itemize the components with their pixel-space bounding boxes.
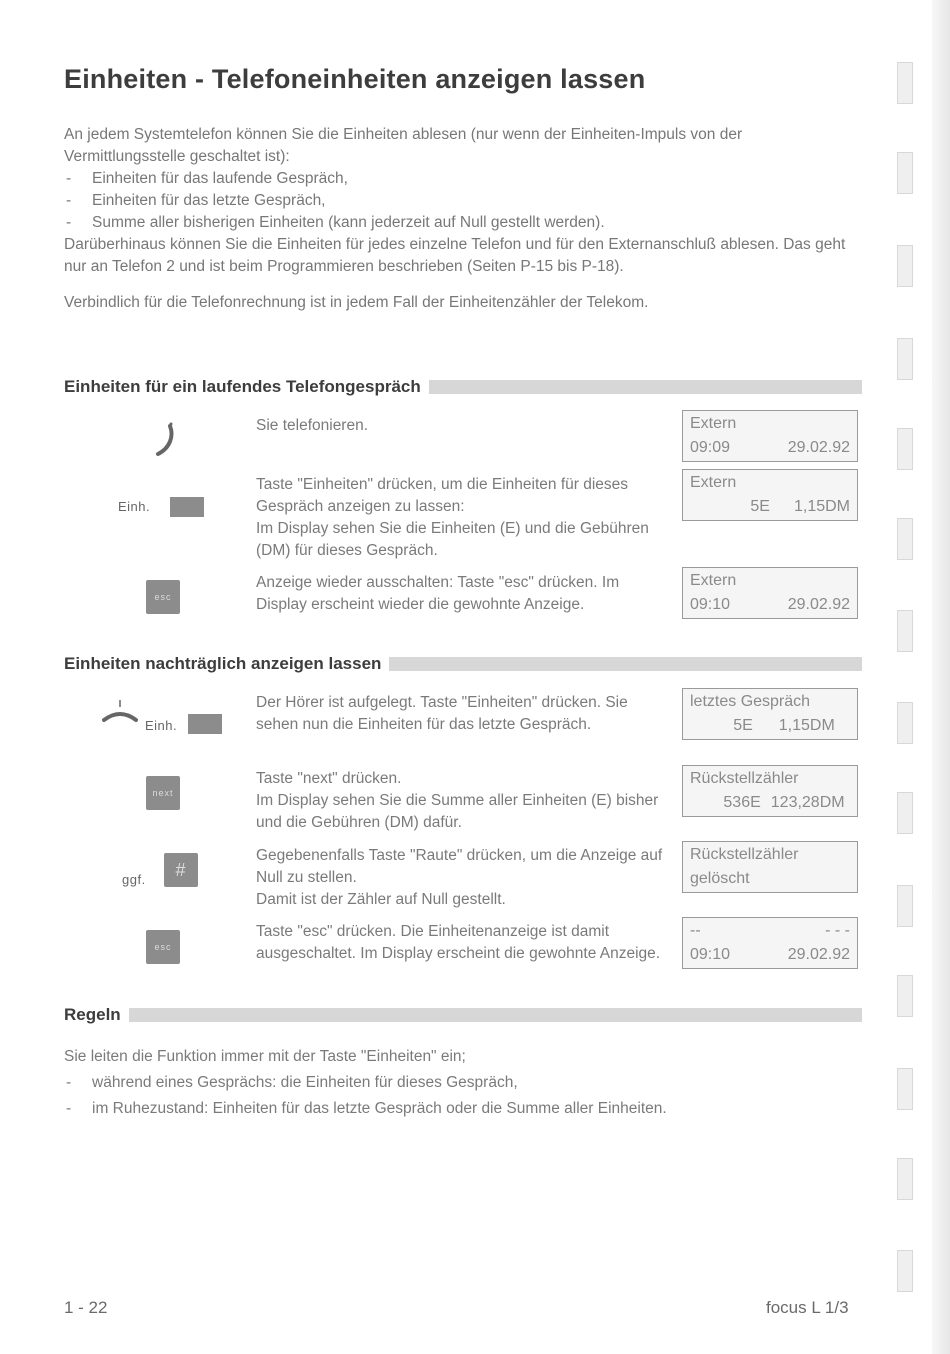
register-tab (897, 792, 913, 834)
rules-text: Sie leiten die Funktion immer mit der Taste "Einheiten" ein; - während eines Gesprächs: die Einheiten für dieses Gespräch, - im Ruhezustand: Einheiten für das letzte Gespräch oder die Summe aller Einheiten. (64, 1044, 764, 1120)
register-tab (897, 885, 913, 927)
esc-key[interactable]: esc (146, 930, 180, 964)
handset-lifted-icon (150, 420, 180, 465)
units-key[interactable] (188, 714, 222, 734)
phone-display: letztes Gespräch 5E 1,15DM (682, 688, 858, 740)
intro-list-item: - Summe aller bisherigen Einheiten (kann jederzeit auf Null gestellt werden). (64, 212, 864, 234)
intro-paragraph-1: An jedem Systemtelefon können Sie die Einheiten ablesen (nur wenn der Einheiten-Impuls von der Vermittlungsstelle geschaltet ist): (64, 126, 743, 165)
phone-display: Extern 5E 1,15DM (682, 469, 858, 521)
register-tab (897, 1250, 913, 1292)
step-text: Anzeige wieder ausschalten: Taste "esc" drücken. Im Display erscheint wieder die gewohnte Anzeige. (256, 574, 620, 613)
phone-display: Extern 09:10 29.02.92 (682, 567, 858, 619)
phone-display: Rückstellzähler gelöscht (682, 841, 858, 893)
intro-text (64, 124, 864, 314)
step-text: Der Hörer ist aufgelegt. Taste "Einheiten" drücken. Sie sehen nun die Einheiten für das letzte Gespräch. (256, 694, 628, 733)
step-text: Sie telefonieren. (256, 417, 369, 434)
register-tab (897, 152, 913, 194)
page-title: Einheiten - Telefoneinheiten anzeigen lassen (64, 64, 646, 94)
step-text: Taste "Einheiten" drücken, um die Einheiten für dieses Gespräch anzeigen zu lassen: Im Display sehen Sie die Einheiten (E) und die Gebühren (DM) für dieses Gespräch. (256, 476, 649, 559)
register-tab (897, 702, 913, 744)
phone-display: Rückstellzähler 536E 123,28DM (682, 765, 858, 817)
register-tab (897, 428, 913, 470)
register-tab (897, 1068, 913, 1110)
section-heading-label: Regeln (64, 1005, 121, 1024)
step-text: Gegebenenfalls Taste "Raute" drücken, um die Anzeige auf Null zu stellen. Damit ist der Zähler auf Null gestellt. (256, 847, 663, 908)
intro-list-item: - Einheiten für das letzte Gespräch, (64, 190, 864, 212)
handset-onhook-icon (100, 698, 140, 733)
product-name: focus L 1/3 (766, 1298, 849, 1317)
intro-list-item: - Einheiten für das laufende Gespräch, (64, 168, 864, 190)
section-heading-later (64, 653, 862, 675)
section-heading-bar (429, 380, 862, 394)
register-tab (897, 975, 913, 1017)
step-text: Taste "next" drücken. Im Display sehen Sie die Summe aller Einheiten (E) bisher und die Gebühren (DM) dafür. (256, 770, 659, 831)
esc-key[interactable]: esc (146, 580, 180, 614)
register-tab (897, 610, 913, 652)
rules-list-item: - während eines Gesprächs: die Einheiten für dieses Gespräch, (64, 1070, 764, 1096)
page-number: 1 - 22 (64, 1298, 108, 1317)
section-heading-label: Einheiten nachträglich anzeigen lassen (64, 654, 382, 673)
register-tab (897, 1158, 913, 1200)
hash-key[interactable]: # (164, 853, 198, 887)
page-edge (932, 0, 950, 1354)
intro-paragraph-2: Darüberhinaus können Sie die Einheiten für jedes einzelne Telefon und für den Externanschluß ablesen. Das geht nur an Telefon 2 und ist beim Programmieren beschrieben (Seiten P-15 bis P-18). (64, 236, 846, 275)
register-tab (897, 338, 913, 380)
phone-display: -- - - - 09:10 29.02.92 (682, 917, 858, 969)
key-prefix-label: Einh. (118, 499, 151, 514)
section-heading-bar (389, 657, 862, 671)
section-heading-label: Einheiten für ein laufendes Telefongespräch (64, 377, 421, 396)
optional-label: ggf. (122, 872, 146, 887)
section-heading-running-call (64, 376, 862, 398)
phone-display: Extern 09:09 29.02.92 (682, 410, 858, 462)
register-tab (897, 245, 913, 287)
register-tab (897, 62, 913, 104)
units-key[interactable] (170, 497, 204, 517)
intro-paragraph-3: Verbindlich für die Telefonrechnung ist in jedem Fall der Einheitenzähler der Telekom. (64, 294, 649, 311)
section-heading-rules (64, 1004, 862, 1026)
register-tab (897, 518, 913, 560)
next-key[interactable]: next (146, 776, 180, 810)
section-heading-bar (129, 1008, 862, 1022)
rules-list-item: - im Ruhezustand: Einheiten für das letzte Gespräch oder die Summe aller Einheiten. (64, 1096, 764, 1120)
key-prefix-label: Einh. (145, 718, 178, 733)
step-text: Taste "esc" drücken. Die Einheitenanzeige ist damit ausgeschaltet. Im Display erscheint die gewohnte Anzeige. (256, 923, 661, 962)
